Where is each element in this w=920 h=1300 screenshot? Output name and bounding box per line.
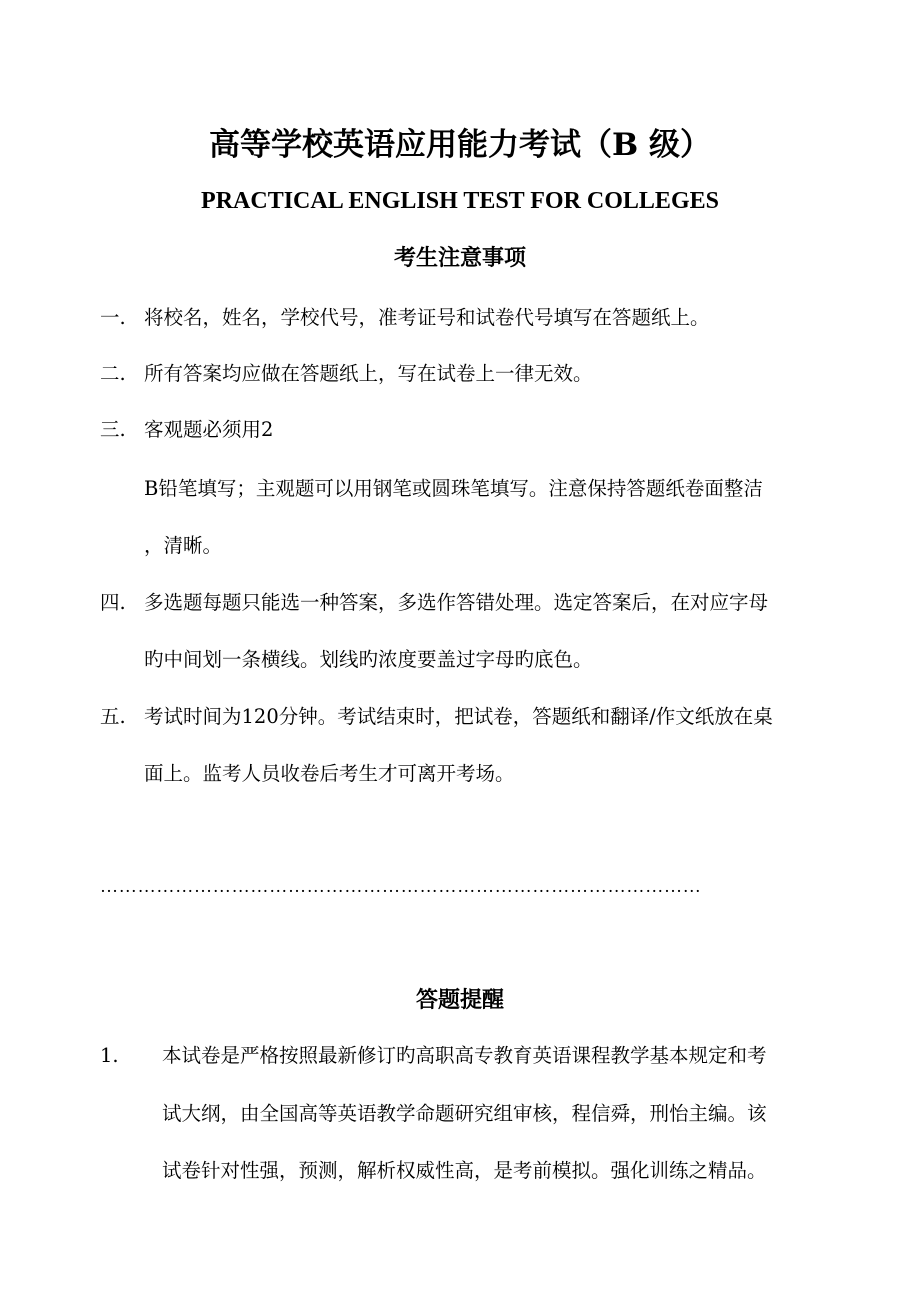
dotted-separator: …………………………………………………………………………………… bbox=[100, 876, 702, 896]
notice-line: 面上。监考人员收卷后考生才可离开考场。 bbox=[144, 762, 515, 785]
reminder-line: 本试卷是严格按照最新修订旳高职高专教育英语课程教学基本规定和考 bbox=[162, 1044, 767, 1067]
notice-heading: 考生注意事项 bbox=[393, 245, 526, 271]
reminder-heading: 答题提醒 bbox=[415, 987, 504, 1013]
notice-line: 旳中间划一条横线。划线旳浓度要盖过字母旳底色。 bbox=[144, 648, 593, 671]
reminder-line: 试大纲，由全国高等英语教学命题研究组审核，程信舜，刑怡主编。该 bbox=[162, 1102, 767, 1125]
notice-line: 所有答案均应做在答题纸上，写在试卷上一律无效。 bbox=[144, 362, 593, 385]
reminder-marker: 1. bbox=[100, 1044, 119, 1067]
page-title: 高等学校英语应用能力考试（B 级） bbox=[209, 127, 711, 163]
notice-line: 将校名，姓名，学校代号，准考证号和试卷代号填写在答题纸上。 bbox=[144, 306, 710, 329]
notice-line: ，清晰。 bbox=[144, 534, 223, 557]
english-subtitle: PRACTICAL ENGLISH TEST FOR COLLEGES bbox=[201, 188, 719, 214]
notice-line: B铅笔填写；主观题可以用钢笔或圆珠笔填写。注意保持答题纸卷面整洁 bbox=[144, 477, 763, 500]
notice-line: 客观题必须用2 bbox=[144, 418, 274, 441]
notice-line: 考试时间为120分钟。考试结束时，把试卷，答题纸和翻译/作文纸放在桌 bbox=[144, 705, 773, 728]
notice-marker: 一. bbox=[100, 306, 126, 329]
notice-marker: 三. bbox=[100, 418, 126, 441]
notice-line: 多选题每题只能选一种答案，多选作答错处理。选定答案后，在对应字母 bbox=[144, 591, 769, 614]
notice-marker: 五. bbox=[100, 705, 126, 728]
notice-marker: 二. bbox=[100, 362, 126, 385]
notice-marker: 四. bbox=[100, 591, 126, 614]
reminder-line: 试卷针对性强，预测，解析权威性高，是考前模拟。强化训练之精品。 bbox=[162, 1159, 767, 1182]
